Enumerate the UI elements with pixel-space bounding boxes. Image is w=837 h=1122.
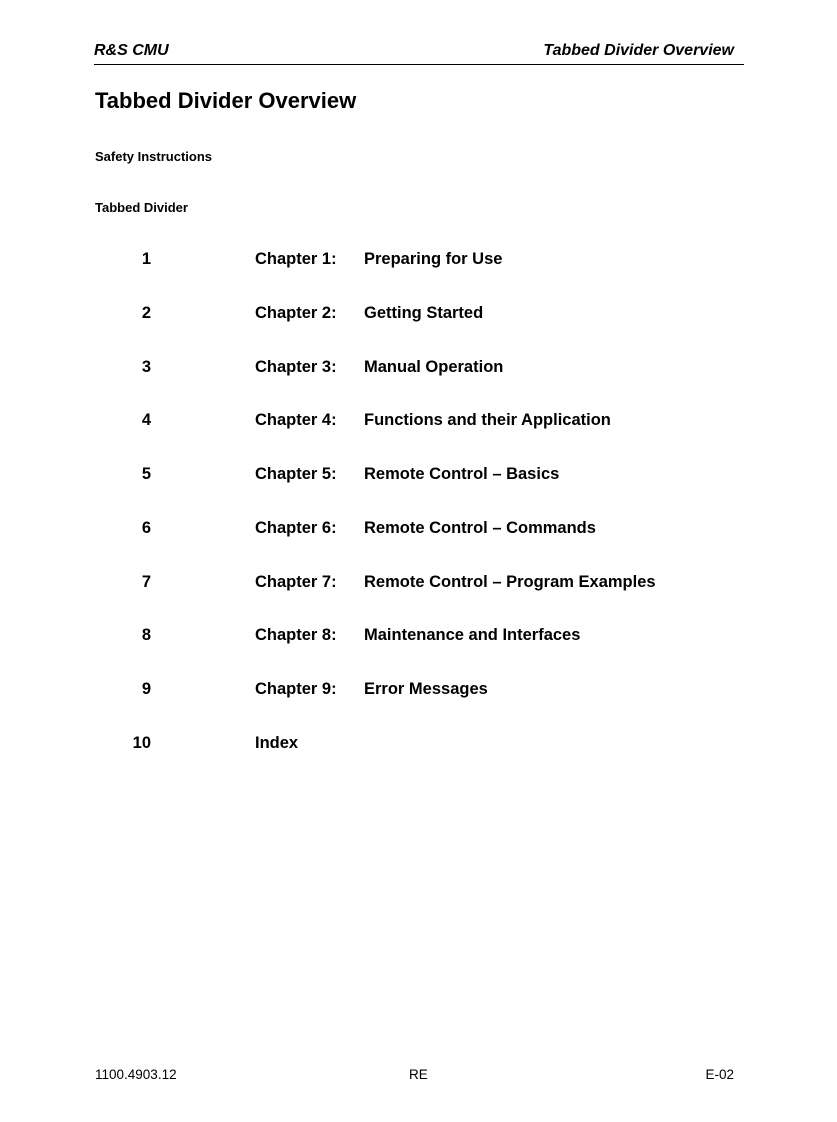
toc-number: 3 [141,358,151,376]
safety-instructions-label: Safety Instructions [95,149,213,164]
tabbed-divider-label: Tabbed Divider [95,200,188,215]
toc-number: 7 [141,573,151,591]
header-section-title: Tabbed Divider Overview [543,42,734,59]
toc-row[interactable] [0,519,837,541]
toc-chapter-label: Chapter 6: [255,519,337,537]
toc-chapter-label: Chapter 9: [255,680,337,698]
toc-row[interactable] [0,250,837,272]
header-product-name: R&S CMU [94,42,169,59]
toc-row[interactable] [0,573,837,595]
footer-page-number: E-02 [705,1067,734,1082]
toc-chapter-title: Functions and their Application [364,411,611,429]
toc-row[interactable] [0,734,837,756]
toc-chapter-title: Getting Started [364,304,484,322]
toc-chapter-label: Index [255,734,299,752]
toc-chapter-title: Remote Control – Basics [364,465,560,483]
toc-row[interactable] [0,680,837,702]
toc-chapter-label: Chapter 3: [255,358,337,376]
toc-number: 9 [141,680,151,698]
toc-chapter-label: Chapter 4: [255,411,337,429]
footer-document-number: 1100.4903.12 [95,1067,177,1082]
toc-number: 6 [141,519,151,537]
page-title: Tabbed Divider Overview [95,88,357,113]
toc-chapter-title: Preparing for Use [364,250,503,268]
toc-chapter-title: Maintenance and Interfaces [364,626,581,644]
toc-chapter-label: Chapter 8: [255,626,337,644]
toc-row[interactable] [0,626,837,648]
toc-number: 10 [132,734,151,752]
toc-chapter-title: Error Messages [364,680,488,698]
toc-chapter-label: Chapter 7: [255,573,337,591]
page-header [94,42,744,65]
toc-row[interactable] [0,465,837,487]
toc-row[interactable] [0,304,837,326]
footer-code: RE [409,1067,428,1082]
toc-chapter-title: Remote Control – Commands [364,519,596,537]
toc-number: 5 [141,465,151,483]
toc-number: 8 [141,626,151,644]
toc-chapter-label: Chapter 5: [255,465,337,483]
toc-chapter-label: Chapter 1: [255,250,337,268]
toc-number: 4 [141,411,151,429]
toc-row[interactable] [0,358,837,380]
toc-chapter-title: Manual Operation [364,358,504,376]
toc-chapter-label: Chapter 2: [255,304,337,322]
toc-row[interactable] [0,411,837,433]
toc-number: 2 [141,304,151,322]
toc-chapter-title: Remote Control – Program Examples [364,573,656,591]
toc-number: 1 [141,250,151,268]
